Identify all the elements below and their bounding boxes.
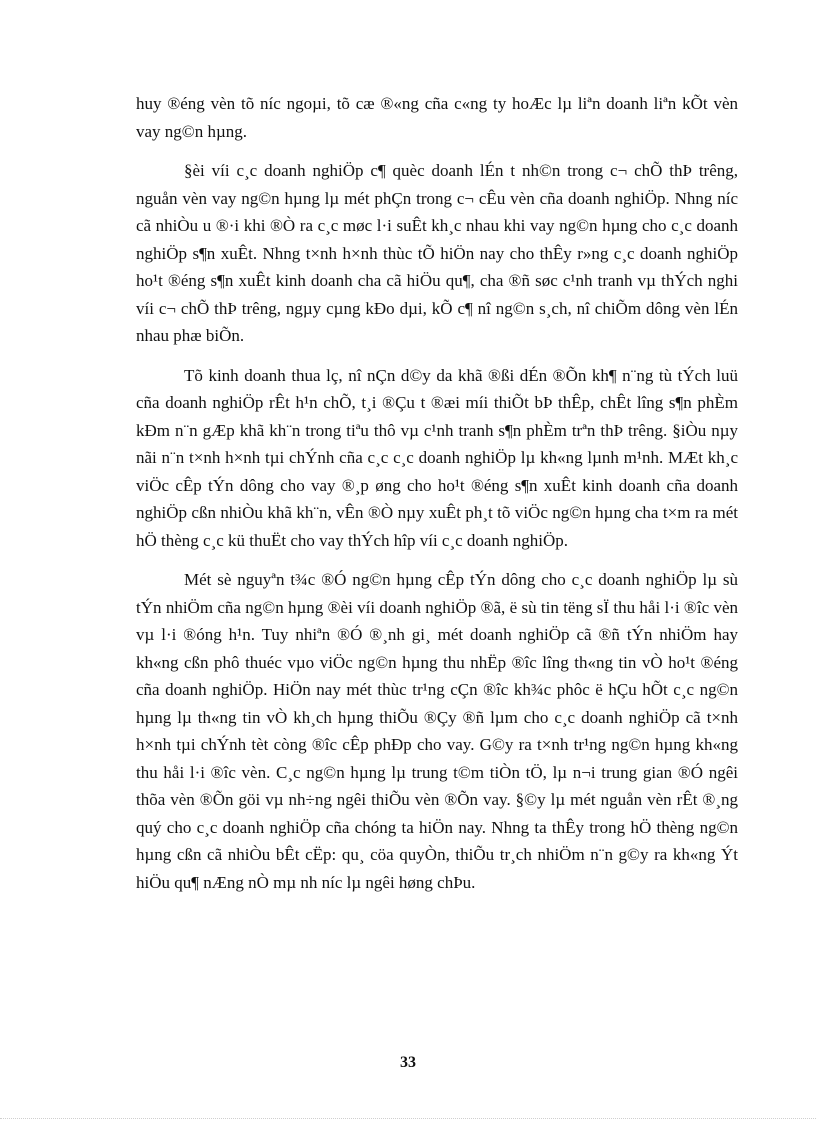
- paragraph-4: Mét sè nguyªn t¾c ®Ó ng©n hµng cÊp tÝn dông cho c¸c doanh nghiÖp lµ sù tÝn nhiÖm cña ng©n hµng ®èi víi doanh nghiÖp ®ã, ë sù tin tëng sÏ thu håi l·i ®îc vèn vµ l·i ®óng h¹n. Tuy nhiªn ®Ó ®¸nh gi¸ mét doanh nghiÖp cã ®ñ tÝn nhiÖm hay kh«ng cßn phô thuéc vµo viÖc ng©n hµng thu nhËp ®îc lîng th«ng tin vÒ ho¹t ®éng cña doanh nghiÖp. HiÖn nay mét thùc tr¹ng cÇn ®îc kh¾c phôc ë hÇu hÕt c¸c ng©n hµng lµ th«ng tin vÒ kh¸ch hµng thiÕu ®Çy ®ñ lµm cho c¸c doanh nghiÖp cã t×nh h×nh tµi chÝnh tèt còng ®îc cÊp phÐp cho vay. G©y ra t×nh tr¹ng ng©n hµng kh«ng thu håi l·i ®îc vèn. C¸c ng©n hµng lµ trung t©m tiÒn tÖ, lµ n¬i trung gian ®Ó ngêi thõa vèn ®Õn göi vµ nh÷ng ngêi thiÕu vèn ®Õn vay. §©y lµ mét nguån vèn rÊt ®¸ng quý cho c¸c doanh nghiÖp cña chóng ta hiÖn nay. Nhng ta thÊy trong hÖ thèng ng©n hµng cßn cã nhiÒu bÊt cËp: qu¸ cöa quyÒn, thiÕu tr¸ch nhiÖm n¨n g©y ra kh«ng Ýt hiÖu qu¶ nÆng nÒ mµ nh níc lµ ngêi høng chÞu.: [136, 570, 738, 892]
- page-bottom-divider: [0, 1118, 816, 1119]
- body-text: [136, 90, 738, 908]
- page-number: 33: [400, 1054, 416, 1071]
- paragraph-2: §èi víi c¸c doanh nghiÖp c¶ quèc doanh lÉn t nh©n trong c¬ chÕ thÞ trêng, nguån vèn vay ng©n hµng lµ mét phÇn trong c¬ cÊu vèn cña doanh nghiÖp. Nhng níc cã nhiÒu u ®·i khi ®Ò ra c¸c møc l·i suÊt kh¸c nhau khi vay ng©n hµng cho c¸c doanh nghiÖp s¶n xuÊt. Nhng t×nh h×nh thùc tÕ hiÖn nay cho thÊy r»ng c¸c doanh nghiÖp ho¹t ®éng s¶n xuÊt kinh doanh cha cã hiÖu qu¶, cha ®ñ søc c¹nh tranh vµ thÝch nghi víi c¬ chÕ thÞ trêng, ngµy cµng kÐo dµi, kÕ c¶ nî ng©n s¸ch, nî chiÕm dông vèn lÉn nhau phæ biÕn.: [136, 161, 738, 345]
- paragraph-3: Tõ kinh doanh thua lç, nî nÇn d©y da khã ®ßi dÉn ®Õn kh¶ n¨ng tù tÝch luü cña doanh nghiÖp rÊt h¹n chÕ, t¸i ®Çu t ®æi míi thiÕt bÞ thÊp, chÊt lîng s¶n phÈm kÐm n¨n gÆp khã kh¨n trong tiªu thô vµ c¹nh tranh s¶n phÈm trªn thÞ trêng. §iÒu nµy nãi n¨n t×nh h×nh tµi chÝnh cña c¸c c¸c doanh nghiÖp lµ kh«ng lµnh m¹nh. MÆt kh¸c viÖc cÊp tÝn dông cho vay ®¸p øng cho ho¹t ®éng s¶n xuÊt kinh doanh cña doanh nghiÖp cßn nhiÒu khã kh¨n, vÊn ®Ò nµy xuÊt ph¸t tõ viÖc ng©n hµng cha t×m ra mét hÖ thèng c¸c kü thuËt cho vay thÝch hîp víi c¸c doanh nghiÖp.: [136, 365, 738, 550]
- paragraph-1: huy ®éng vèn tõ níc ngoµi, tõ cæ ®«ng cña c«ng ty hoÆc lµ liªn doanh liªn kÕt vèn vay ng©n hµng.: [136, 94, 738, 141]
